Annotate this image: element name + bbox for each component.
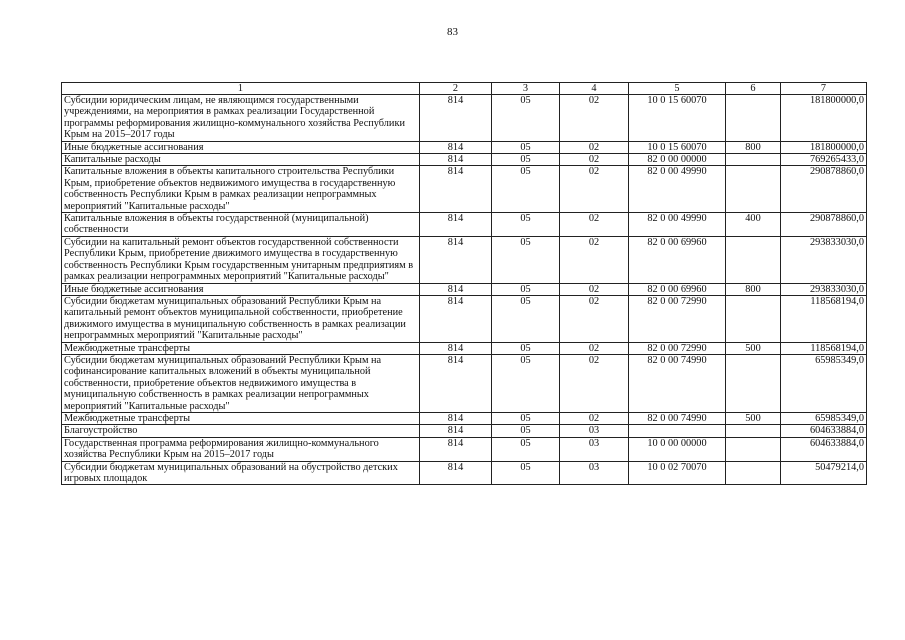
row-admin-code: 814 — [420, 141, 492, 153]
row-amount: 769265433,0 — [781, 154, 867, 166]
row-name: Иные бюджетные ассигнования — [62, 141, 420, 153]
table-row — [62, 95, 867, 142]
row-name: Субсидии бюджетам муниципальных образований на обустройство детских игровых площадок — [62, 461, 420, 485]
row-name: Субсидии на капитальный ремонт объектов государственной собственности Республики Крым, приобретение движимого имущества в государственную собственность Республики Крым государственным унитарным предприятиям в рамках реализации непрограммных мероприятий "Капитальные расходы" — [62, 236, 420, 283]
row-expense-type: 500 — [726, 342, 781, 354]
table-row — [62, 295, 867, 342]
page-number: 83 — [447, 26, 458, 38]
row-admin-code: 814 — [420, 236, 492, 283]
row-subsection: 02 — [560, 236, 629, 283]
table-row — [62, 461, 867, 485]
row-name: Межбюджетные трансферты — [62, 342, 420, 354]
table-row — [62, 166, 867, 213]
row-section: 05 — [492, 166, 560, 213]
row-admin-code: 814 — [420, 437, 492, 461]
row-name: Субсидии бюджетам муниципальных образований Республики Крым на софинансирование капитальных вложений в объекты муниципальной собственности, приобретение объектов недвижимого имущества в муниципальную собственность в рамках реализации непрограммных мероприятий "Капитальные расходы" — [62, 354, 420, 412]
table-row — [62, 236, 867, 283]
row-amount: 118568194,0 — [781, 342, 867, 354]
row-admin-code: 814 — [420, 213, 492, 237]
row-amount: 65985349,0 — [781, 412, 867, 424]
row-subsection: 02 — [560, 166, 629, 213]
header-cell: 2 — [420, 83, 492, 95]
table-row — [62, 425, 867, 437]
row-amount: 293833030,0 — [781, 283, 867, 295]
row-section: 05 — [492, 354, 560, 412]
table-row — [62, 342, 867, 354]
row-target-article: 82 0 00 49990 — [629, 213, 726, 237]
row-admin-code: 814 — [420, 166, 492, 213]
header-cell: 1 — [62, 83, 420, 95]
row-section: 05 — [492, 154, 560, 166]
row-target-article — [629, 425, 726, 437]
row-admin-code: 814 — [420, 95, 492, 142]
row-target-article: 82 0 00 49990 — [629, 166, 726, 213]
row-expense-type: 800 — [726, 283, 781, 295]
row-subsection: 02 — [560, 95, 629, 142]
row-subsection: 02 — [560, 295, 629, 342]
row-name: Капитальные вложения в объекты государственной (муниципальной) собственности — [62, 213, 420, 237]
row-expense-type — [726, 295, 781, 342]
row-section: 05 — [492, 437, 560, 461]
table-row — [62, 437, 867, 461]
budget-table — [61, 82, 867, 485]
header-cell: 7 — [781, 83, 867, 95]
row-section: 05 — [492, 412, 560, 424]
row-name: Иные бюджетные ассигнования — [62, 283, 420, 295]
row-expense-type: 400 — [726, 213, 781, 237]
row-target-article: 10 0 15 60070 — [629, 141, 726, 153]
row-expense-type — [726, 354, 781, 412]
row-name: Субсидии юридическим лицам, не являющимся государственными учреждениями, на мероприятия в рамках реализации Государственной программы реформирования жилищно-коммунального хозяйства Республики Крым на 2015–2017 годы — [62, 95, 420, 142]
header-cell: 6 — [726, 83, 781, 95]
table-row — [62, 213, 867, 237]
row-expense-type: 800 — [726, 141, 781, 153]
row-subsection: 03 — [560, 437, 629, 461]
row-target-article: 82 0 00 69960 — [629, 283, 726, 295]
table-row — [62, 354, 867, 412]
row-subsection: 02 — [560, 412, 629, 424]
row-admin-code: 814 — [420, 425, 492, 437]
row-target-article: 10 0 00 00000 — [629, 437, 726, 461]
header-cell: 5 — [629, 83, 726, 95]
row-name: Капитальные вложения в объекты капитального строительства Республики Крым, приобретение объектов недвижимого имущества в государственную собственность Республики Крым в рамках реализации непрограммных мероприятий "Капитальные расходы" — [62, 166, 420, 213]
row-section: 05 — [492, 283, 560, 295]
row-expense-type — [726, 437, 781, 461]
row-admin-code: 814 — [420, 154, 492, 166]
row-section: 05 — [492, 461, 560, 485]
header-cell: 4 — [560, 83, 629, 95]
row-amount: 181800000,0 — [781, 141, 867, 153]
row-amount: 290878860,0 — [781, 166, 867, 213]
row-subsection: 03 — [560, 425, 629, 437]
row-target-article: 82 0 00 74990 — [629, 354, 726, 412]
row-section: 05 — [492, 425, 560, 437]
row-subsection: 02 — [560, 213, 629, 237]
row-section: 05 — [492, 95, 560, 142]
row-name: Межбюджетные трансферты — [62, 412, 420, 424]
row-admin-code: 814 — [420, 354, 492, 412]
table-row — [62, 283, 867, 295]
row-subsection: 02 — [560, 283, 629, 295]
row-admin-code: 814 — [420, 342, 492, 354]
row-amount: 604633884,0 — [781, 437, 867, 461]
row-expense-type — [726, 461, 781, 485]
row-subsection: 02 — [560, 154, 629, 166]
row-section: 05 — [492, 141, 560, 153]
row-amount: 604633884,0 — [781, 425, 867, 437]
header-row — [62, 83, 867, 95]
row-name: Капитальные расходы — [62, 154, 420, 166]
row-admin-code: 814 — [420, 295, 492, 342]
row-admin-code: 814 — [420, 412, 492, 424]
row-expense-type: 500 — [726, 412, 781, 424]
row-admin-code: 814 — [420, 461, 492, 485]
row-name: Государственная программа реформирования жилищно-коммунального хозяйства Республики Крым на 2015–2017 годы — [62, 437, 420, 461]
table-row — [62, 154, 867, 166]
row-section: 05 — [492, 342, 560, 354]
row-target-article: 10 0 15 60070 — [629, 95, 726, 142]
row-amount: 293833030,0 — [781, 236, 867, 283]
row-target-article: 82 0 00 72990 — [629, 295, 726, 342]
table-row — [62, 141, 867, 153]
row-target-article: 82 0 00 69960 — [629, 236, 726, 283]
row-section: 05 — [492, 295, 560, 342]
row-target-article: 82 0 00 72990 — [629, 342, 726, 354]
row-subsection: 02 — [560, 354, 629, 412]
row-subsection: 02 — [560, 342, 629, 354]
row-expense-type — [726, 95, 781, 142]
table-row — [62, 412, 867, 424]
header-cell: 3 — [492, 83, 560, 95]
row-expense-type — [726, 154, 781, 166]
row-subsection: 02 — [560, 141, 629, 153]
row-name: Субсидии бюджетам муниципальных образований Республики Крым на капитальный ремонт объектов муниципальной собственности, приобретение движимого имущества в муниципальную собственность в рамках реализации непрограммных мероприятий "Капитальные расходы" — [62, 295, 420, 342]
row-name: Благоустройство — [62, 425, 420, 437]
row-amount: 50479214,0 — [781, 461, 867, 485]
row-target-article: 82 0 00 74990 — [629, 412, 726, 424]
row-section: 05 — [492, 213, 560, 237]
row-target-article: 82 0 00 00000 — [629, 154, 726, 166]
row-admin-code: 814 — [420, 283, 492, 295]
row-amount: 181800000,0 — [781, 95, 867, 142]
row-amount: 118568194,0 — [781, 295, 867, 342]
row-amount: 65985349,0 — [781, 354, 867, 412]
row-amount: 290878860,0 — [781, 213, 867, 237]
row-subsection: 03 — [560, 461, 629, 485]
row-target-article: 10 0 02 70070 — [629, 461, 726, 485]
row-expense-type — [726, 425, 781, 437]
row-expense-type — [726, 166, 781, 213]
row-section: 05 — [492, 236, 560, 283]
row-expense-type — [726, 236, 781, 283]
